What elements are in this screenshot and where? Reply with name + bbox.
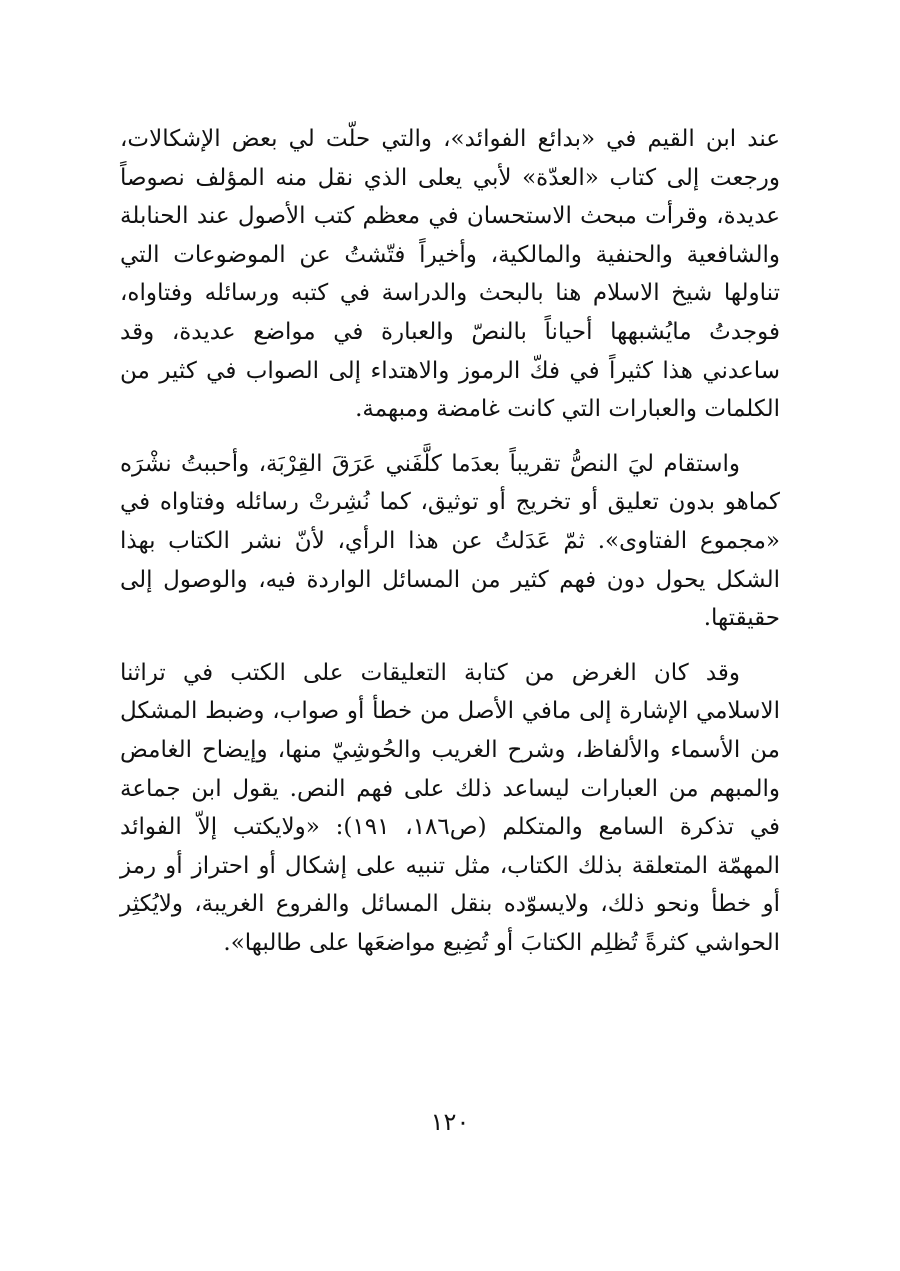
body-text [120, 120, 780, 978]
paragraph-3: وقد كان الغرض من كتابة التعليقات على الكتب في تراثنا الاسلامي الإشارة إلى مافي الأصل من خطأ أو صواب، وضبط المشكل من الأسماء والألفاظ، وشرح الغريب والحُوشِيّ منها، وإيضاح الغامض والمبهم من العبارات ليساعد ذلك على فهم النص. يقول ابن جماعة في تذكرة السامع والمتكلم (ص١٨٦، ١٩١): «ولايكتب إلاّ الفوائد المهمّة المتعلقة بذلك الكتاب، مثل تنبيه على إشكال أو احتراز أو رمز أو خطأ ونحو ذلك، ولايسوّده بنقل المسائل والفروع الغريبة، ولايُكثِر الحواشي كثرةً تُظلِم الكتابَ أو تُضِيع مواضعَها على طالبها». [120, 659, 780, 956]
page-number: ١٢٠ [430, 1108, 470, 1136]
paragraph-2: واستقام ليَ النصُّ تقريباً بعدَما كلَّفَني عَرَقَ القِرْبَة، وأحببتُ نشْرَه كماهو بدون تعليق أو تخريج أو توثيق، كما نُشِرتْ رسائله وفتاواه في «مجموع الفتاوى». ثمّ عَدَلتُ عن هذا الرأي، لأنّ نشر الكتاب بهذا الشكل يحول دون فهم كثير من المسائل الواردة فيه، والوصول إلى حقيقتها. [120, 450, 780, 632]
paragraph-1: عند ابن القيم في «بدائع الفوائد»، والتي حلّت لي بعض الإشكالات، ورجعت إلى كتاب «العدّة» لأبي يعلى الذي نقل منه المؤلف نصوصاً عديدة، وقرأت مبحث الاستحسان في معظم كتب الأصول عند الحنابلة والشافعية والحنفية والمالكية، وأخيراً فتّشتُ عن الموضوعات التي تناولها شيخ الاسلام هنا بالبحث والدراسة في كتبه ورسائله وفتاواه، فوجدتُ مايُشبهها أحياناً بالنصّ والعبارة في مواضع عديدة، وقد ساعدني هذا كثيراً في فكّ الرموز والاهتداء إلى الصواب في كثير من الكلمات والعبارات التي كانت غامضة ومبهمة. [120, 126, 781, 423]
